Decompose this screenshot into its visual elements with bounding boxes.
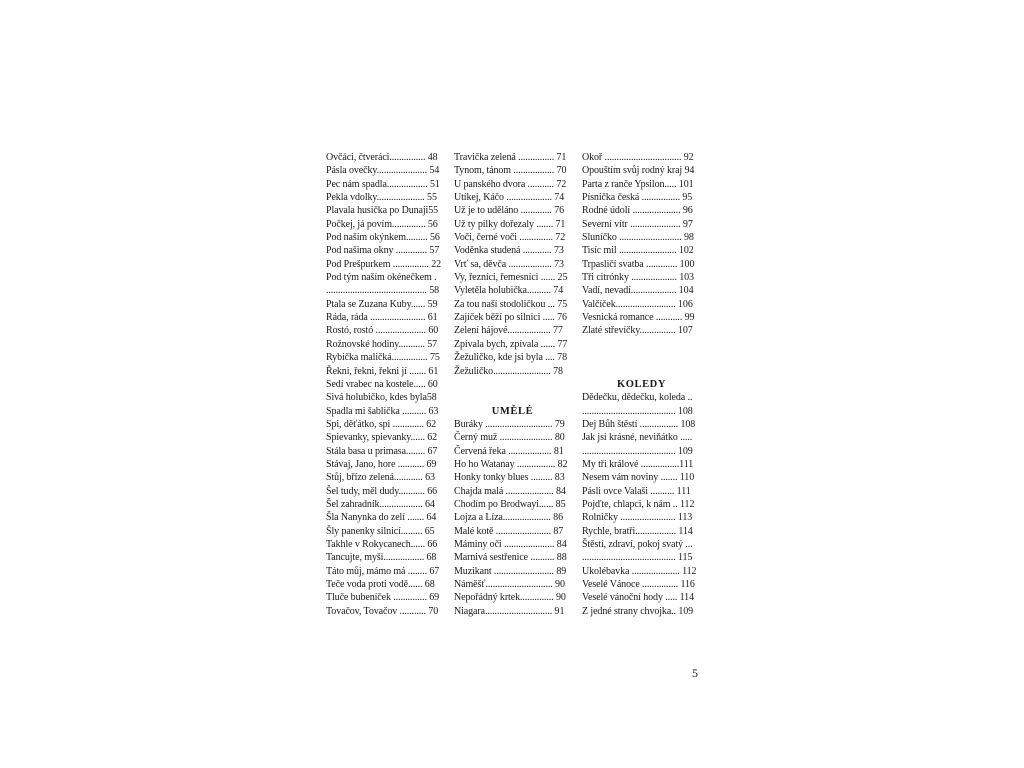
index-entry: Máminy oči ..................... 84 — [454, 538, 567, 550]
index-entry: Ptala se Zuzana Kuby...... 59 — [326, 298, 438, 310]
index-entry: Okoř ................................ 92 — [582, 152, 694, 163]
index-entry: Sluníčko .......................... 98 — [582, 232, 694, 244]
index-entry: Z jedné strany chvojka.. 109 — [582, 605, 694, 617]
index-entry: Stála basa u primasa........ 67 — [326, 445, 438, 457]
index-entry: Spi, děťátko, spi ............. 62 — [326, 418, 437, 430]
index-entry: Rodné údolí .................... 96 — [582, 205, 693, 217]
index-entry: Stůj, břízo zelená............ 63 — [326, 472, 435, 484]
index-entry: Ho ho Watanay ................ 82 — [454, 458, 568, 470]
index-entry: ....................................... 109 — [582, 445, 693, 457]
spacer — [582, 338, 701, 351]
index-entry: Pásli ovce Valaši .......... 111 — [582, 485, 691, 497]
index-entry: Zajíček běží po silnici ..... 76 — [454, 312, 567, 324]
index-entry: Zlaté střevíčky............... 107 — [582, 325, 693, 337]
index-entry: Vesnická romance ........... 99 — [582, 312, 695, 324]
index-entry: Tovačov, Tovačov ........... 70 — [326, 605, 439, 617]
index-entry: ....................................... 108 — [582, 405, 693, 417]
spacer — [454, 378, 571, 391]
index-entry: Tynom, tánom ................. 70 — [454, 165, 567, 177]
index-entry: Tři citrónky ................... 103 — [582, 272, 694, 284]
index-entry: Pásla ovečky..................... 54 — [326, 165, 440, 177]
index-entry: Valčíček......................... 106 — [582, 298, 693, 310]
index-entry: Spievanky, spievanky...... 62 — [326, 432, 438, 444]
index-entry: Severní vítr ..................... 97 — [582, 218, 693, 230]
index-entry: Vyletěla holubička.......... 74 — [454, 285, 564, 297]
index-entry: Takhle v Rokycanech...... 66 — [326, 538, 438, 550]
index-entry: Vadí, nevadí................... 104 — [582, 285, 694, 297]
index-entry: Dědečku, dědečku, koleda .. — [582, 392, 693, 404]
index-entry: Zelení hájové.................. 77 — [454, 325, 563, 337]
index-entry: Červená řeka .................. 81 — [454, 445, 564, 457]
page-number: 5 — [692, 666, 698, 680]
index-entry: Tancujte, myši................. 68 — [326, 552, 437, 564]
index-entry: Pekla vdolky.................... 55 — [326, 192, 437, 204]
index-entry: Řekni, řekni, řekni jí ....... 61 — [326, 365, 439, 377]
index-entry: Buráky ............................ 79 — [454, 418, 565, 430]
index-entry: Voděnka studená ............ 73 — [454, 245, 564, 257]
index-entry: Rožnovské hodiny........... 57 — [326, 338, 438, 350]
index-entry: Pod našima okny ............. 57 — [326, 245, 440, 257]
spacer — [582, 365, 701, 378]
index-entry: Veselé Vánoce ............... 116 — [582, 579, 695, 590]
index-entry: Šel zahradník.................. 64 — [326, 498, 435, 510]
index-entry: Parta z ranče Ypsilon..... 101 — [582, 178, 694, 190]
index-entry: Za tou naší stodoličkou ... 75 — [454, 298, 568, 310]
index-entry: Pod Prešpurkem ............... 22 — [326, 258, 442, 270]
index-entry: Veselé vánoční hody ..... 114 — [582, 592, 694, 604]
index-entry: Rychle, bratři................. 114 — [582, 525, 693, 537]
index-column-3 — [582, 151, 701, 618]
section-heading: KOLEDY — [616, 378, 667, 390]
index-entry: Utíkej, Káčo ................... 74 — [454, 192, 565, 204]
index-entry: Táto můj, mámo má ........ 67 — [326, 565, 440, 577]
index-entry: Pod naším okýnkem......... 56 — [326, 232, 440, 244]
index-entry: Chajda malá .................... 84 — [454, 485, 566, 497]
index-entry: Pod tým naším okénečkem . — [326, 272, 437, 284]
index-entry: Nesem vám noviny ....... 110 — [582, 472, 695, 484]
index-entry: Už je to uděláno ............. 76 — [454, 205, 565, 217]
index-entry: Dej Bůh štěstí ................ 108 — [582, 418, 696, 430]
index-entry: Teče voda proti vodě...... 68 — [326, 579, 435, 590]
index-entry: Tluče bubeníček .............. 69 — [326, 592, 440, 604]
index-entry: Lojza a Líza.................... 86 — [454, 512, 563, 524]
index-entry: Šla Nanynka do zelí ....... 64 — [326, 512, 437, 524]
index-entry: Sedí vrabec na kostele..... 60 — [326, 378, 438, 390]
index-entry: Zpívala bych, zpívala ...... 77 — [454, 338, 568, 350]
index-entry: Pojďte, chlapci, k nám .. 112 — [582, 498, 695, 510]
spacer — [454, 391, 571, 404]
index-entry: Niagara............................ 91 — [454, 605, 565, 617]
index-entry: Spadla mi šablička .......... 63 — [326, 405, 439, 417]
index-entry: U panského dvora ........... 72 — [454, 178, 567, 190]
spacer — [582, 351, 701, 364]
index-entry: Rolničky ....................... 113 — [582, 512, 693, 524]
index-entry: Rybička maličká............... 75 — [326, 352, 440, 364]
index-entry: Tisíc mil ........................ 102 — [582, 245, 694, 257]
index-entry: Opouštím svůj rodný kraj 94 — [582, 165, 695, 177]
index-entry: Nepořádný krtek.............. 90 — [454, 592, 566, 604]
index-column-1 — [326, 151, 443, 618]
index-entry: Ovčáci, čtveráci............... 48 — [326, 152, 438, 163]
index-entry: Plavala husička po Dunaji55 — [326, 205, 438, 217]
index-entry: ....................................... 115 — [582, 552, 693, 564]
index-entry: Náměšť............................ 90 — [454, 579, 565, 590]
index-entry: Jak jsi krásné, neviňátko ..... — [582, 432, 693, 444]
index-entry: Ukolébavka .................... 112 — [582, 565, 697, 577]
index-entry: Štěstí, zdraví, pokoj svatý ... — [582, 538, 693, 550]
section-heading: UMĚLÉ — [491, 405, 534, 417]
index-entry: Vrť sa, děvča .................. 73 — [454, 258, 564, 270]
index-entry: Žežuličko........................ 78 — [454, 365, 563, 377]
index-entry: Už ty pilky dořezaly ....... 71 — [454, 218, 566, 230]
index-entry: My tři králové ................111 — [582, 458, 694, 470]
index-column-2 — [454, 151, 571, 618]
index-entry: Stávaj, Jano, hore ........... 69 — [326, 458, 437, 470]
index-entry: Malé kotě ....................... 87 — [454, 525, 564, 537]
index-entry: Voči, černé voči .............. 72 — [454, 232, 566, 244]
index-entry: Trpasličí svatba ............. 100 — [582, 258, 695, 270]
index-entry: Sivá holubičko, kdes byla58 — [326, 392, 437, 404]
index-entry: Počkej, já povím.............. 56 — [326, 218, 438, 230]
index-entry: Pec nám spadla................. 51 — [326, 178, 440, 190]
index-entry: Písnička česká ................ 95 — [582, 192, 693, 204]
index-entry: Rostó, rostó ..................... 60 — [326, 325, 439, 337]
index-entry: Šel tudy, měl dudy........... 66 — [326, 485, 438, 497]
index-entry: .......................................... 58 — [326, 285, 440, 297]
index-entry: Ráda, ráda ....................... 61 — [326, 312, 438, 324]
index-entry: Vy, řezníci, řemesníci ...... 25 — [454, 272, 568, 284]
index-entry: Žežuličko, kde jsi byla .... 78 — [454, 352, 567, 364]
index-entry: Černý muž ...................... 80 — [454, 432, 565, 444]
index-entry: Travička zelená ............... 71 — [454, 152, 567, 163]
index-entry: Chodím po Brodwayi...... 85 — [454, 498, 566, 510]
index-entry: Šly panenky silnicí......... 65 — [326, 525, 435, 537]
index-entry: Honky tonky blues ......... 83 — [454, 472, 565, 484]
index-entry: Marnivá sestřenice .......... 88 — [454, 552, 567, 564]
index-entry: Muzikant ......................... 89 — [454, 565, 567, 577]
